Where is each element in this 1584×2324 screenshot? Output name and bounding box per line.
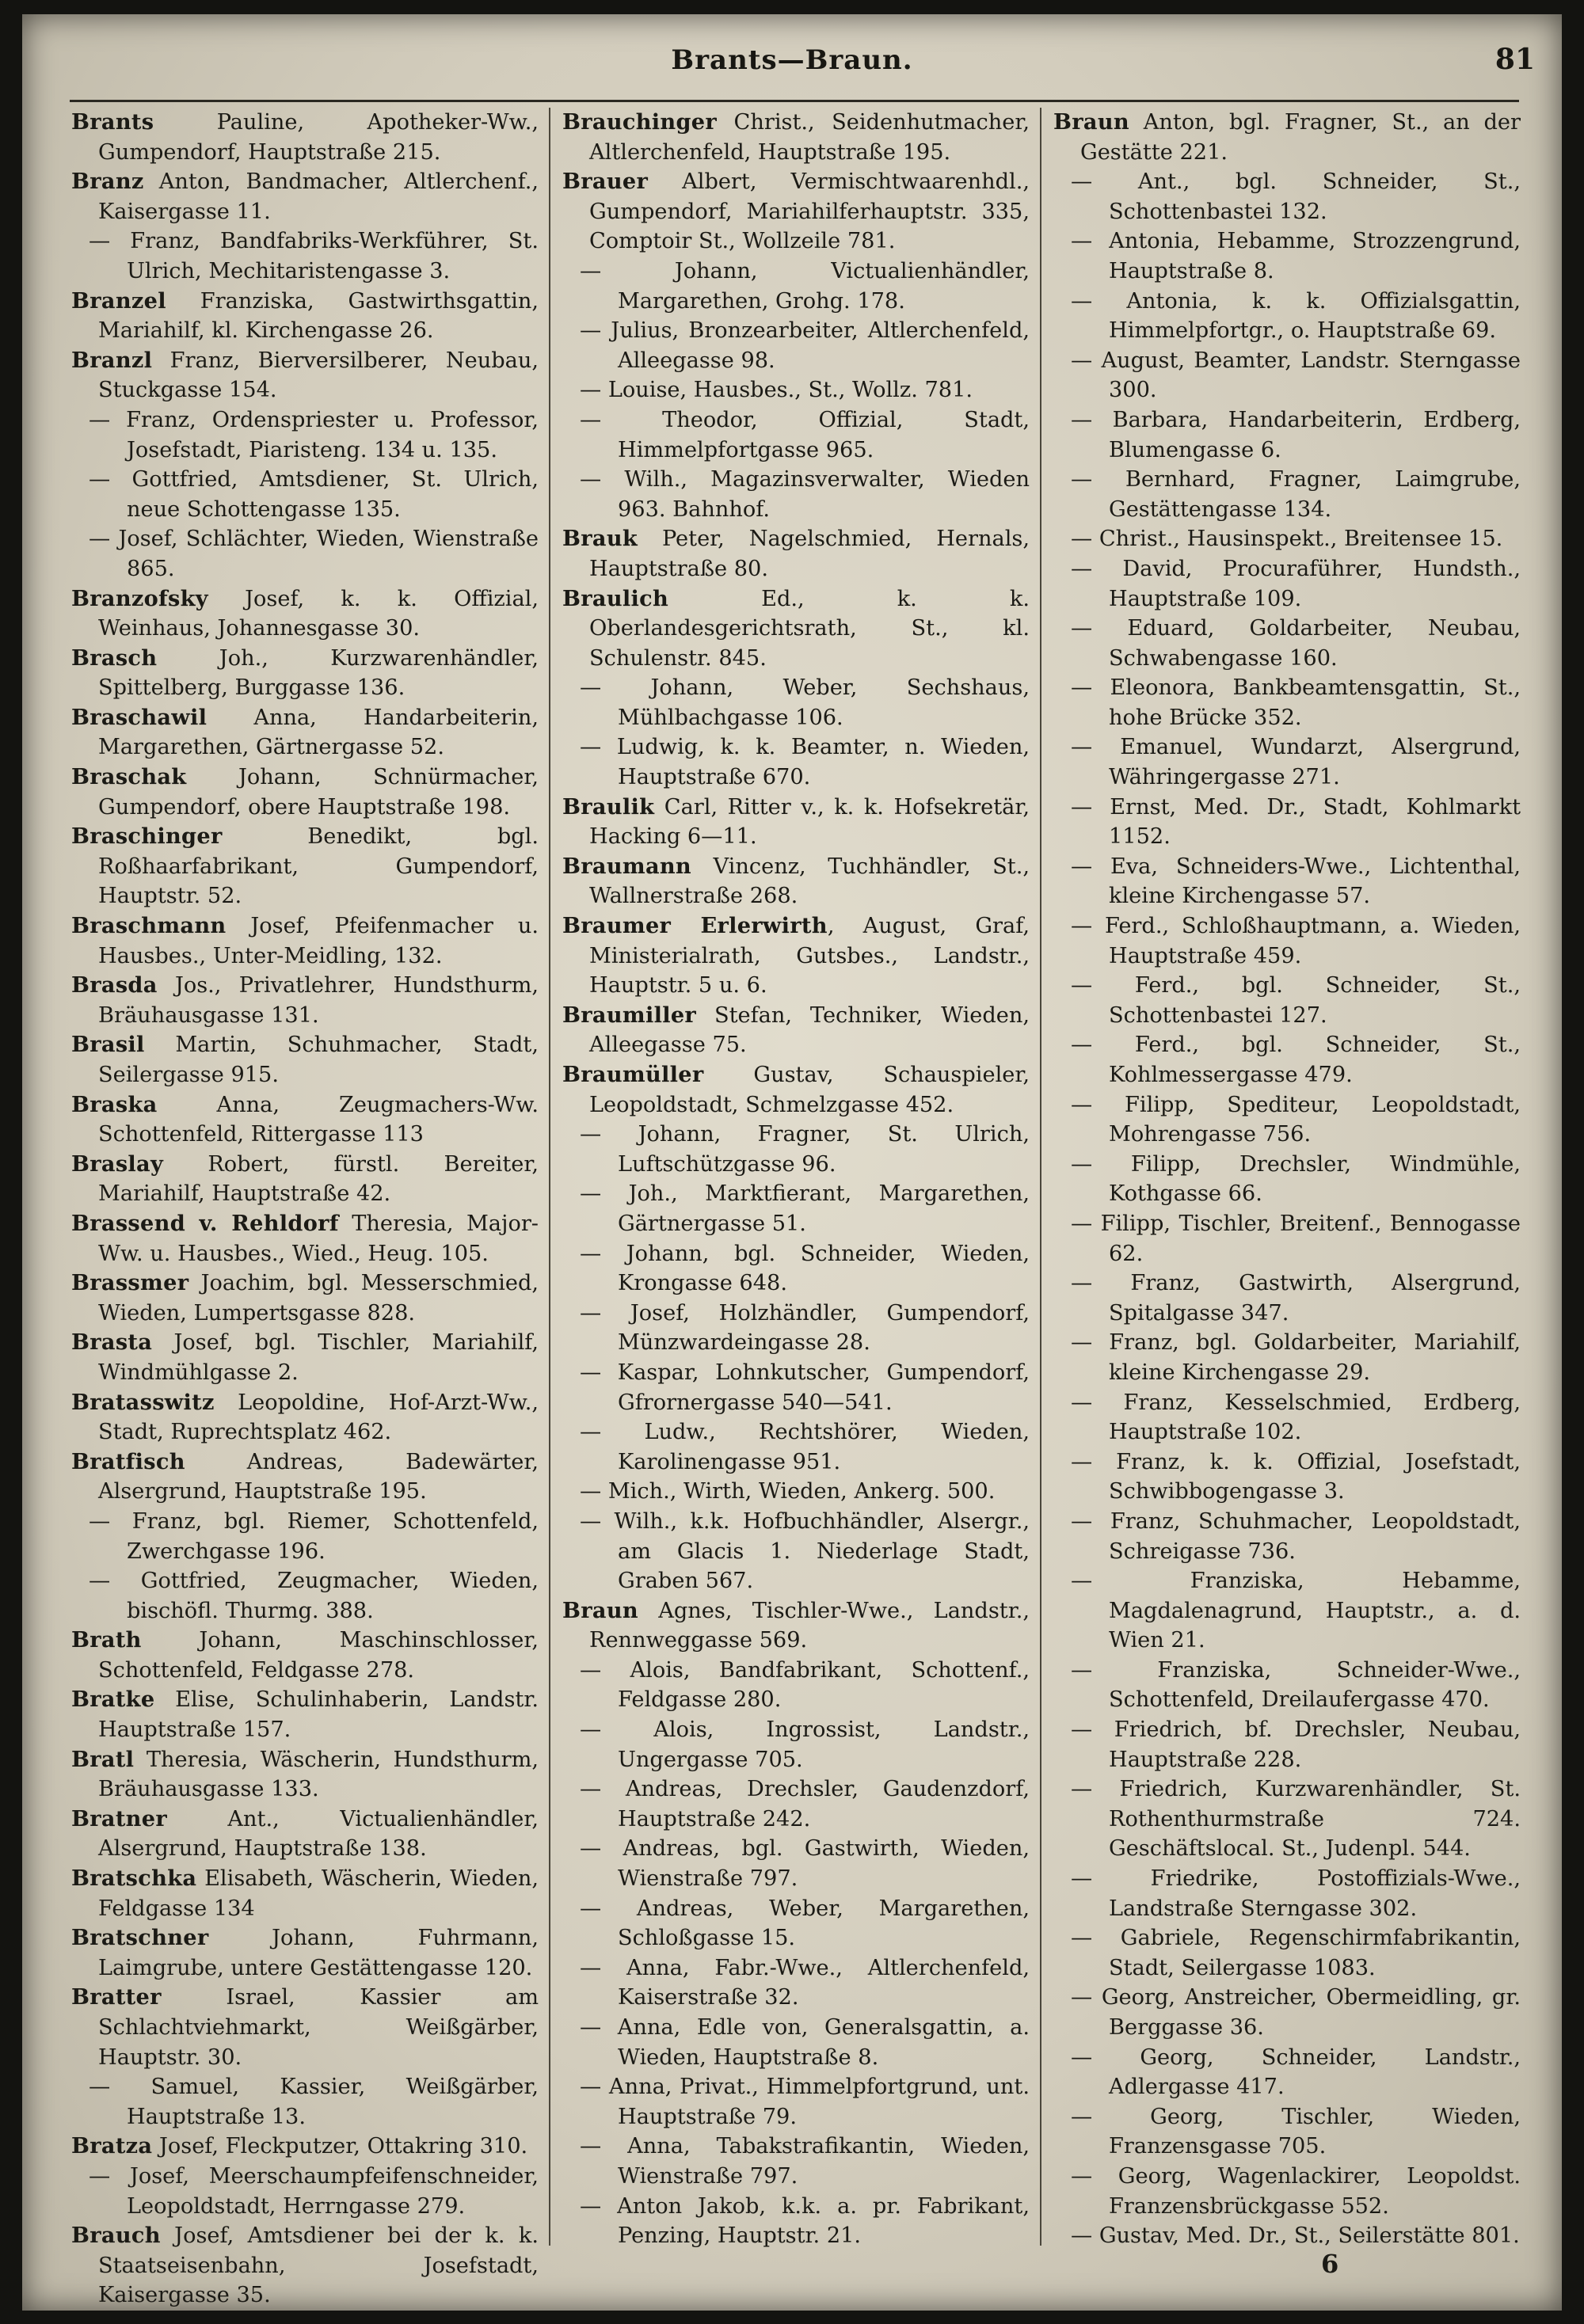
- entry-text: Ant., Victualienhändler, Alsergrund, Hauptstraße 138.: [98, 1806, 539, 1862]
- directory-entry: [562, 2072, 1030, 2132]
- directory-entry: [1053, 1388, 1521, 1447]
- directory-entry: [71, 167, 539, 226]
- directory-entry: [71, 1507, 539, 1566]
- directory-entry: [562, 1239, 1030, 1299]
- directory-entry: [71, 584, 539, 644]
- entry-surname: Bratfisch: [71, 1448, 185, 1474]
- entry-text: — Franz, Gastwirth, Alsergrund, Spitalgasse 347.: [1071, 1271, 1521, 1326]
- entry-text: — Georg, Tischler, Wieden, Franzensgasse 705.: [1071, 2104, 1521, 2159]
- directory-entry: [71, 1388, 539, 1447]
- entry-surname: Braulik: [562, 793, 655, 820]
- entry-surname: Bratschner: [71, 1925, 209, 1951]
- directory-entry: [562, 1417, 1030, 1477]
- entry-surname: Braumer Erlerwirth: [562, 913, 828, 939]
- directory-entry: [71, 1447, 539, 1507]
- entry-text: — Franziska, Schneider-Wwe., Schottenfeld, Dreilaufergasse 470.: [1071, 1657, 1521, 1713]
- entry-text: — Franz, bgl. Goldarbeiter, Mariahilf, kleine Kirchengasse 29.: [1071, 1330, 1521, 1385]
- entry-text: Andreas, Badewärter, Alsergrund, Hauptstraße 195.: [98, 1449, 539, 1504]
- entry-text: Elisabeth, Wäscherin, Wieden, Feldgasse 134: [98, 1866, 539, 1921]
- entry-surname: Braumann: [562, 853, 692, 879]
- directory-entry: [1053, 346, 1521, 405]
- entry-surname: Brasta: [71, 1329, 153, 1356]
- entry-text: — Ernst, Med. Dr., Stadt, Kohlmarkt 1152.: [1071, 794, 1521, 850]
- directory-entry: [71, 1566, 539, 1626]
- header-rule: [70, 100, 1519, 102]
- entry-text: — Wilh., k.k. Hofbuchhändler, Alsergr., am Glacis 1. Niederlage Stadt, Graben 567.: [580, 1508, 1030, 1594]
- signature-mark: 6: [1321, 2249, 1339, 2279]
- directory-entry: [1053, 1864, 1521, 1923]
- entry-text: — Franziska, Hebamme, Magdalenagrund, Hauptstr., a. d. Wien 21.: [1071, 1569, 1521, 1653]
- page-number: 81: [1495, 43, 1535, 76]
- entry-text: — Anna, Privat., Himmelpfortgrund, unt. Hauptstraße 79.: [580, 2075, 1030, 2129]
- directory-entry: [71, 346, 539, 405]
- entry-surname: Brassmer: [71, 1270, 189, 1296]
- directory-entry: [1053, 1209, 1521, 1269]
- entry-text: Theresia, Wäscherin, Hundsthurm, Bräuhausgasse 133.: [98, 1747, 539, 1802]
- entry-surname: Braslay: [71, 1151, 164, 1177]
- directory-entry: [562, 1774, 1030, 1834]
- directory-entry: [562, 1507, 1030, 1596]
- directory-entry: [562, 465, 1030, 524]
- directory-entry: [562, 911, 1030, 1001]
- entry-surname: Brassend v. Rehldorf: [71, 1210, 339, 1236]
- entry-surname: Brauer: [562, 169, 649, 195]
- directory-entry: [71, 1685, 539, 1744]
- running-head: Brants—Braun.: [671, 44, 913, 76]
- entry-text: Johann, Fuhrmann, Laimgrube, untere Gestättengasse 120.: [98, 1926, 539, 1980]
- directory-entry: [1053, 167, 1521, 226]
- directory-entry: [71, 2221, 539, 2311]
- directory-entry: [562, 257, 1030, 316]
- entry-text: Franz, Bierversilberer, Neubau, Stuckgasse 154.: [98, 348, 539, 403]
- entry-text: — Anna, Fabr.-Wwe., Altlerchenfeld, Kaiserstraße 32.: [580, 1955, 1030, 2010]
- directory-entry: [1053, 1715, 1521, 1774]
- directory-entry: [562, 1834, 1030, 1893]
- directory-entry: [562, 1060, 1030, 1120]
- entry-surname: Branzel: [71, 287, 166, 314]
- entry-text: Elise, Schulinhaberin, Landstr. Hauptstraße 157.: [98, 1687, 539, 1743]
- entry-text: — Franz, k. k. Offizial, Josefstadt, Schwibbogengasse 3.: [1071, 1449, 1521, 1504]
- directory-entry: [1053, 614, 1521, 673]
- entry-text: Benedikt, bgl. Roßhaarfabrikant, Gumpendorf, Hauptstr. 52.: [98, 824, 539, 909]
- entry-text: — Josef, Meerschaumpfeifenschneider, Leopoldstadt, Herrngasse 279.: [89, 2163, 539, 2219]
- directory-entry: [562, 1894, 1030, 1953]
- directory-entry: [1053, 793, 1521, 852]
- directory-entry: [562, 793, 1030, 852]
- entry-text: Agnes, Tischler-Wwe., Landstr., Rennweggasse 569.: [589, 1598, 1030, 1653]
- entry-text: Anton, Bandmacher, Altlerchenf., Kaisergasse 11.: [98, 169, 539, 224]
- entry-text: Anna, Zeugmachers-Ww. Schottenfeld, Rittergasse 113: [98, 1092, 539, 1147]
- entry-surname: Braschak: [71, 764, 187, 790]
- entry-surname: Bratke: [71, 1687, 155, 1713]
- directory-entry: [1053, 287, 1521, 346]
- column-middle: [562, 108, 1030, 2261]
- directory-entry: [562, 1953, 1030, 2013]
- entry-text: — Franz, Bandfabriks-Werkführer, St. Ulrich, Mechitaristengasse 3.: [89, 229, 539, 283]
- directory-entry: [1053, 1030, 1521, 1090]
- entry-text: — Louise, Hausbes., St., Wollz. 781.: [580, 378, 973, 403]
- directory-entry: [1053, 673, 1521, 732]
- directory-entry: [562, 2132, 1030, 2191]
- entry-text: — Filipp, Tischler, Breitenf., Bennogasse 62.: [1071, 1211, 1521, 1266]
- directory-entry: [71, 226, 539, 286]
- entry-text: — Samuel, Kassier, Weißgärber, Hauptstraße 13.: [89, 2075, 539, 2129]
- entry-text: — Filipp, Spediteur, Leopoldstadt, Mohrengasse 756.: [1071, 1092, 1521, 1147]
- directory-entry: [71, 1328, 539, 1387]
- entry-text: Robert, fürstl. Bereiter, Mariahilf, Hauptstraße 42.: [98, 1151, 539, 1207]
- entry-text: — Andreas, bgl. Gastwirth, Wieden, Wienstraße 797.: [580, 1836, 1030, 1892]
- entry-text: — Joh., Marktfierant, Margarethen, Gärtnergasse 51.: [580, 1181, 1030, 1236]
- entry-text: — Anton Jakob, k.k. a. pr. Fabrikant, Penzing, Hauptstr. 21.: [580, 2193, 1030, 2249]
- directory-entry: [71, 524, 539, 584]
- directory-entry: [71, 1983, 539, 2072]
- entry-text: — Johann, bgl. Schneider, Wieden, Krongasse 648.: [580, 1241, 1030, 1296]
- directory-entry: [1053, 405, 1521, 465]
- directory-entry: [71, 1209, 539, 1269]
- entry-surname: Bratschka: [71, 1866, 197, 1892]
- directory-entry: [71, 911, 539, 971]
- entry-surname: Brauchinger: [562, 109, 718, 135]
- entry-text: — Ant., bgl. Schneider, St., Schottenbastei 132.: [1071, 169, 1521, 224]
- entry-text: — David, Procuraführer, Hundsth., Hauptstraße 109.: [1071, 556, 1521, 611]
- directory-entry: [562, 1358, 1030, 1417]
- directory-entry: [1053, 2102, 1521, 2162]
- directory-entry: [1053, 1774, 1521, 1864]
- entry-text: Joachim, bgl. Messerschmied, Wieden, Lumpertsgasse 828.: [98, 1271, 539, 1326]
- directory-entry: [1053, 1090, 1521, 1150]
- entry-surname: Braumüller: [562, 1062, 704, 1087]
- directory-entry: [562, 375, 1030, 405]
- entry-text: Josef, Fleckputzer, Ottakring 310.: [152, 2134, 528, 2159]
- entry-surname: Braulich: [562, 585, 669, 611]
- directory-entry: [562, 584, 1030, 674]
- entry-text: Anton, bgl. Fragner, St., an der Gestätte 221.: [1080, 110, 1521, 165]
- entry-text: — Ferd., bgl. Schneider, St., Kohlmessergasse 479.: [1071, 1033, 1521, 1087]
- entry-text: Albert, Vermischtwaarenhdl., Gumpendorf, Mariahilferhauptstr. 335, Comptoir St., Wollzeile 781.: [589, 169, 1030, 254]
- directory-entry: [1053, 2043, 1521, 2102]
- entry-text: — Ludwig, k. k. Beamter, n. Wieden, Hauptstraße 670.: [580, 735, 1030, 790]
- entry-surname: Bratter: [71, 1984, 162, 2010]
- entry-surname: Braun: [562, 1597, 638, 1623]
- entry-text: — Franz, bgl. Riemer, Schottenfeld, Zwerchgasse 196.: [89, 1508, 539, 1564]
- entry-text: Theresia, Major-Ww. u. Hausbes., Wied., Heug. 105.: [98, 1211, 539, 1266]
- entry-text: — Andreas, Drechsler, Gaudenzdorf, Hauptstraße 242.: [580, 1777, 1030, 1831]
- directory-entry: [562, 1477, 1030, 1507]
- directory-entry: [562, 1596, 1030, 1656]
- entry-surname: Branz: [71, 169, 144, 195]
- directory-entry: [71, 2162, 539, 2221]
- entry-text: — Christ., Hausinspekt., Breitensee 15.: [1071, 527, 1503, 552]
- directory-entry: [1053, 1983, 1521, 2042]
- entry-text: Joh., Kurzwarenhändler, Spittelberg, Burggasse 136.: [98, 645, 539, 701]
- entry-surname: Brasda: [71, 972, 158, 998]
- entry-text: — Andreas, Weber, Margarethen, Schloßgasse 15.: [580, 1896, 1030, 1951]
- directory-entry: [71, 703, 539, 763]
- entry-text: — Julius, Bronzearbeiter, Altlerchenfeld, Alleegasse 98.: [580, 318, 1030, 373]
- entry-text: — Antonia, k. k. Offizialsgattin, Himmelpfortgr., o. Hauptstraße 69.: [1071, 288, 1521, 344]
- entry-text: — Friedrike, Postoffizials-Wwe., Landstraße Sterngasse 302.: [1071, 1866, 1521, 1921]
- entry-text: — Gottfried, Zeugmacher, Wieden, bischöfl. Thurmg. 388.: [89, 1569, 539, 1623]
- entry-text: Leopoldine, Hof-Arzt-Ww., Stadt, Ruprechtsplatz 462.: [98, 1390, 539, 1445]
- column-divider: [549, 108, 550, 2246]
- directory-entry: [71, 971, 539, 1030]
- entry-text: Josef, bgl. Tischler, Mariahilf, Windmühlgasse 2.: [98, 1330, 539, 1385]
- entry-surname: Brath: [71, 1627, 142, 1653]
- directory-entry: [1053, 226, 1521, 286]
- entry-text: — Filipp, Drechsler, Windmühle, Kothgasse 66.: [1071, 1151, 1521, 1207]
- directory-entry: [1053, 911, 1521, 971]
- entry-text: — Mich., Wirth, Wieden, Ankerg. 500.: [580, 1479, 996, 1504]
- directory-entry: [1053, 1269, 1521, 1328]
- directory-entry: [562, 1179, 1030, 1238]
- directory-entry: [71, 822, 539, 911]
- entry-text: — Ferd., Schloßhauptmann, a. Wieden, Hauptstraße 459.: [1071, 914, 1521, 968]
- entry-text: — Bernhard, Fragner, Laimgrube, Gestättengasse 134.: [1071, 467, 1521, 522]
- entry-text: — Antonia, Hebamme, Strozzengrund, Hauptstraße 8.: [1071, 229, 1521, 283]
- directory-entry: [562, 1299, 1030, 1358]
- directory-entry: [1053, 1507, 1521, 1566]
- directory-entry: [562, 1715, 1030, 1774]
- directory-entry: [562, 2192, 1030, 2251]
- entry-text: — Johann, Weber, Sechshaus, Mühlbachgasse 106.: [580, 675, 1030, 730]
- entry-text: Josef, Pfeifenmacher u. Hausbes., Unter-Meidling, 132.: [98, 914, 539, 968]
- directory-entry: [71, 1090, 539, 1150]
- entry-surname: Braschmann: [71, 913, 227, 939]
- directory-entry: [71, 405, 539, 465]
- entry-text: Jos., Privatlehrer, Hundsthurm, Bräuhausgasse 131.: [98, 973, 539, 1028]
- entry-text: Josef, Amtsdiener bei der k. k. Staatseisenbahn, Josefstadt, Kaisergasse 35.: [98, 2223, 539, 2308]
- directory-entry: [1053, 524, 1521, 554]
- entry-text: Ed., k. k. Oberlandesgerichtsrath, St., kl. Schulenstr. 845.: [589, 586, 1030, 671]
- entry-text: Johann, Schnürmacher, Gumpendorf, obere Hauptstraße 198.: [98, 765, 539, 820]
- directory-entry: [1053, 1923, 1521, 1983]
- directory-entry: [1053, 1566, 1521, 1656]
- entry-text: — August, Beamter, Landstr. Sterngasse 300.: [1071, 348, 1521, 403]
- entry-text: — Friedrich, bf. Drechsler, Neubau, Hauptstraße 228.: [1071, 1717, 1521, 1772]
- directory-entry: [1053, 2162, 1521, 2221]
- entry-surname: Braun: [1053, 109, 1129, 135]
- entry-surname: Bratza: [71, 2133, 153, 2159]
- entry-text: Israel, Kassier am Schlachtviehmarkt, Weißgärber, Hauptstr. 30.: [98, 1985, 539, 2070]
- entry-text: Stefan, Techniker, Wieden, Alleegasse 75.: [589, 1002, 1030, 1058]
- entry-text: — Johann, Victualienhändler, Margarethen, Grohg. 178.: [580, 258, 1030, 314]
- entry-text: — Georg, Wagenlackirer, Leopoldst. Franzensbrückgasse 552.: [1071, 2163, 1521, 2219]
- directory-entry: [71, 2072, 539, 2132]
- entry-text: Anna, Handarbeiterin, Margarethen, Gärtnergasse 52.: [98, 705, 539, 760]
- directory-entry: [562, 732, 1030, 792]
- directory-entry: [71, 1030, 539, 1090]
- directory-entry: [71, 1150, 539, 1209]
- directory-entry: [1053, 465, 1521, 524]
- entry-text: Gustav, Schauspieler, Leopoldstadt, Schmelzgasse 452.: [589, 1063, 1030, 1117]
- directory-entry: [1053, 2221, 1521, 2251]
- entry-surname: Bratner: [71, 1805, 167, 1831]
- entry-surname: Bratasswitz: [71, 1389, 215, 1415]
- entry-text: — Barbara, Handarbeiterin, Erdberg, Blumengasse 6.: [1071, 407, 1521, 462]
- directory-entry: [71, 108, 539, 167]
- entry-text: — Eva, Schneiders-Wwe., Lichtenthal, kleine Kirchengasse 57.: [1071, 854, 1521, 909]
- entry-text: Josef, k. k. Offizial, Weinhaus, Johannesgasse 30.: [98, 586, 539, 641]
- entry-text: — Wilh., Magazinsverwalter, Wieden 963. Bahnhof.: [580, 467, 1030, 522]
- entry-text: — Eduard, Goldarbeiter, Neubau, Schwabengasse 160.: [1071, 616, 1521, 671]
- entry-surname: Brasil: [71, 1032, 145, 1058]
- entry-surname: Braumiller: [562, 1002, 697, 1028]
- column-right: [1053, 108, 1521, 2261]
- entry-surname: Bratl: [71, 1746, 135, 1772]
- entry-text: — Eleonora, Bankbeamtensgattin, St., hohe Brücke 352.: [1071, 675, 1521, 730]
- directory-entry: [562, 316, 1030, 375]
- entry-text: Christ., Seidenhutmacher, Altlerchenfeld, Hauptstraße 195.: [589, 110, 1030, 165]
- entry-text: — Gottfried, Amtsdiener, St. Ulrich, neue Schottengasse 135.: [89, 467, 539, 522]
- entry-text: — Alois, Ingrossist, Landstr., Ungergasse 705.: [580, 1717, 1030, 1772]
- directory-entry: [562, 1120, 1030, 1179]
- entry-text: — Georg, Anstreicher, Obermeidling, gr. Berggasse 36.: [1071, 1985, 1521, 2040]
- directory-entry: [71, 644, 539, 703]
- directory-entry: [562, 405, 1030, 465]
- entry-text: — Johann, Fragner, St. Ulrich, Luftschützgasse 96.: [580, 1122, 1030, 1177]
- entry-text: Pauline, Apotheker-Ww., Gumpendorf, Hauptstraße 215.: [98, 110, 539, 165]
- directory-entry: [71, 287, 539, 346]
- entry-text: — Franz, Ordenspriester u. Professor, Josefstadt, Piaristeng. 134 u. 135.: [89, 407, 539, 462]
- column-divider: [1040, 108, 1041, 2246]
- entry-surname: Braschinger: [71, 823, 223, 850]
- directory-entry: [562, 2013, 1030, 2072]
- directory-entry: [1053, 971, 1521, 1030]
- directory-entry: [71, 1745, 539, 1805]
- entry-text: — Gabriele, Regenschirmfabrikantin, Stadt, Seilergasse 1083.: [1071, 1926, 1521, 1980]
- entry-text: , August, Graf, Ministerialrath, Gutsbes., Landstr., Hauptstr. 5 u. 6.: [589, 914, 1030, 998]
- entry-text: — Anna, Tabakstrafikantin, Wieden, Wienstraße 797.: [580, 2134, 1030, 2189]
- entry-text: — Alois, Bandfabrikant, Schottenf., Feldgasse 280.: [580, 1657, 1030, 1713]
- entry-surname: Braska: [71, 1091, 158, 1117]
- entry-text: — Theodor, Offizial, Stadt, Himmelpfortgasse 965.: [580, 407, 1030, 462]
- entry-surname: Braschawil: [71, 704, 208, 730]
- entry-text: — Anna, Edle von, Generalsgattin, a. Wieden, Hauptstraße 8.: [580, 2015, 1030, 2070]
- entry-text: Vincenz, Tuchhändler, St., Wallnerstraße 268.: [589, 854, 1030, 909]
- directory-entry: [71, 1626, 539, 1685]
- entry-text: — Kaspar, Lohnkutscher, Gumpendorf, Gfrornergasse 540—541.: [580, 1360, 1030, 1415]
- directory-entry: [562, 852, 1030, 911]
- directory-entry: [562, 1001, 1030, 1060]
- directory-entry: [71, 1923, 539, 1983]
- directory-entry: [71, 763, 539, 822]
- entry-surname: Branzofsky: [71, 585, 208, 611]
- column-left: [71, 108, 539, 2308]
- entry-text: Peter, Nagelschmied, Hernals, Hauptstraße 80.: [589, 527, 1030, 581]
- entry-surname: Brauch: [71, 2223, 161, 2249]
- directory-entry: [1053, 1656, 1521, 1715]
- entry-text: — Georg, Schneider, Landstr., Adlergasse 417.: [1071, 2044, 1521, 2100]
- directory-entry: [71, 465, 539, 524]
- directory-entry: [1053, 852, 1521, 911]
- entry-surname: Brauk: [562, 526, 638, 552]
- entry-text: — Josef, Holzhändler, Gumpendorf, Münzwardeingasse 28.: [580, 1300, 1030, 1356]
- entry-text: — Franz, Schuhmacher, Leopoldstadt, Schreigasse 736.: [1071, 1508, 1521, 1564]
- directory-entry: [1053, 732, 1521, 792]
- entry-surname: Brants: [71, 109, 154, 135]
- directory-entry: [562, 1656, 1030, 1715]
- directory-entry: [562, 167, 1030, 257]
- directory-entry: [71, 1269, 539, 1328]
- entry-text: — Franz, Kesselschmied, Erdberg, Hauptstraße 102.: [1071, 1390, 1521, 1445]
- entry-text: Martin, Schuhmacher, Stadt, Seilergasse 915.: [98, 1033, 539, 1087]
- directory-page: [22, 14, 1562, 2311]
- directory-entry: [562, 108, 1030, 167]
- directory-entry: [1053, 1447, 1521, 1507]
- entry-text: Franziska, Gastwirthsgattin, Mariahilf, kl. Kirchengasse 26.: [98, 288, 539, 344]
- entry-text: — Gustav, Med. Dr., St., Seilerstätte 801.: [1071, 2223, 1520, 2249]
- entry-text: — Friedrich, Kurzwarenhändler, St. Rothenthurmstraße 724. Geschäftslocal. St., Judenpl. 544.: [1071, 1777, 1521, 1862]
- entry-text: — Emanuel, Wundarzt, Alsergrund, Währingergasse 271.: [1071, 735, 1521, 790]
- directory-entry: [562, 673, 1030, 732]
- entry-text: — Ferd., bgl. Schneider, St., Schottenbastei 127.: [1071, 973, 1521, 1028]
- directory-entry: [1053, 554, 1521, 614]
- entry-text: — Josef, Schlächter, Wieden, Wienstraße 865.: [89, 527, 539, 581]
- directory-entry: [71, 1864, 539, 1923]
- entry-text: — Ludw., Rechtshörer, Wieden, Karolinengasse 951.: [580, 1420, 1030, 1474]
- directory-entry: [562, 524, 1030, 584]
- directory-entry: [1053, 1328, 1521, 1387]
- entry-text: Carl, Ritter v., k. k. Hofsekretär, Hacking 6—11.: [589, 794, 1030, 850]
- entry-text: Johann, Maschinschlosser, Schottenfeld, Feldgasse 278.: [98, 1628, 539, 1683]
- directory-entry: [71, 1805, 539, 1864]
- entry-surname: Branzl: [71, 347, 153, 373]
- entry-surname: Brasch: [71, 645, 158, 671]
- directory-entry: [71, 2132, 539, 2162]
- directory-entry: [1053, 108, 1521, 167]
- directory-entry: [1053, 1150, 1521, 1209]
